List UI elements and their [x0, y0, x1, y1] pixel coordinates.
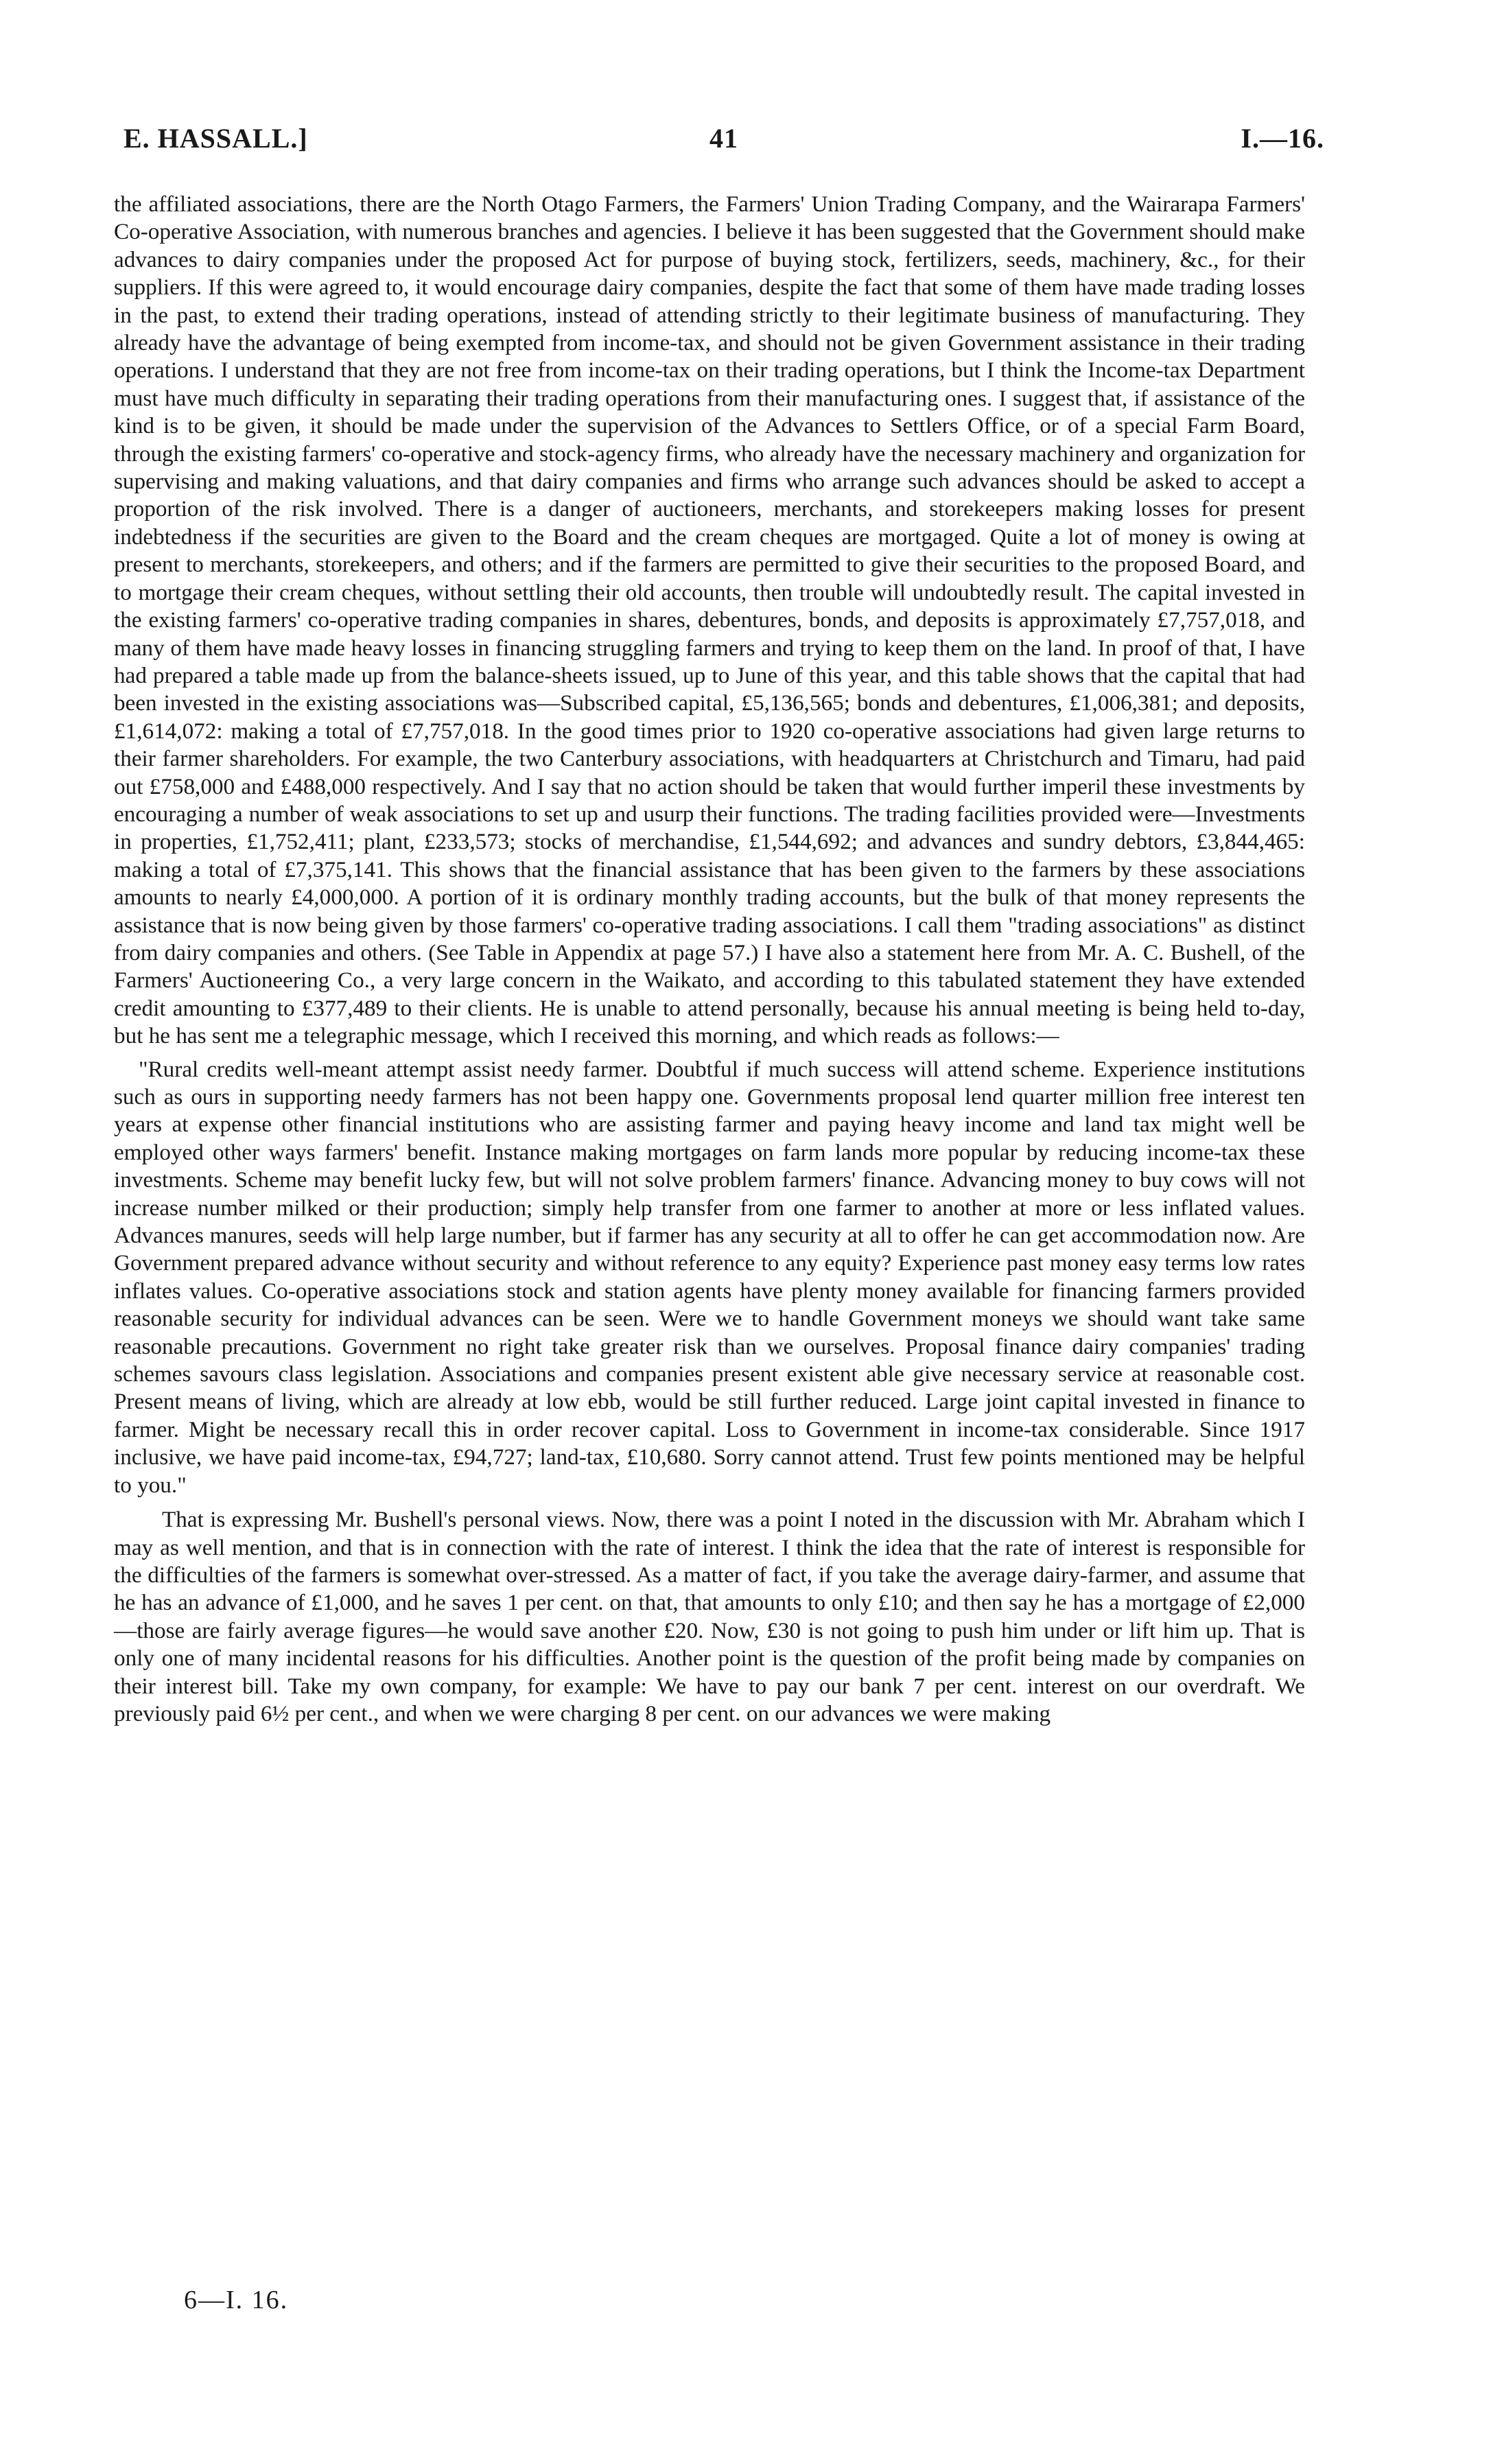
- header-author: E. HASSALL.]: [124, 123, 308, 154]
- page-number: 41: [709, 123, 738, 154]
- paragraph-main: the affiliated associations, there are the North Otago Farmers, the Farmers' Union Trading Company, and the Wairarapa Farmers' Co-operative Association, with numerous branches and agencies. I believe it has been suggested that the Government should make advances to dairy companies under the proposed Act for purpose of buying stock, fertilizers, seeds, machinery, &c., for their suppliers. If this were agreed to, it would encourage dairy companies, despite the fact that some of them have made trading losses in the past, to extend their trading operations, instead of attending strictly to their legitimate business of manufacturing. They already have the advantage of being exempted from income-tax, and should not be given Government assistance in their trading operations. I understand that they are not free from income-tax on their trading operations, but I think the Income-tax Department must have much difficulty in separating their trading operations from their manufacturing ones. I suggest that, if assistance of the kind is to be given, it should be made under the supervision of the Advances to Settlers Office, or of a special Farm Board, through the existing farmers' co-operative and stock-agency firms, who already have the necessary machinery and organization for supervising and making valuations, and that dairy companies and firms who arrange such advances should be asked to accept a proportion of the risk involved. There is a danger of auctioneers, merchants, and storekeepers making losses for present indebtedness if the securities are given to the Board and the cream cheques are mortgaged. Quite a lot of money is owing at present to merchants, storekeepers, and others; and if the farmers are permitted to give their securities to the proposed Board, and to mortgage their cream cheques, without settling their old accounts, then trouble will undoubtedly result. The capital invested in the existing farmers' co-operative trading companies in shares, debentures, bonds, and deposits is approximately £7,757,018, and many of them have made heavy losses in financing struggling farmers and trying to keep them on the land. In proof of that, I have had prepared a table made up from the balance-sheets issued, up to June of this year, and this table shows that the capital that had been invested in the existing associations was—Subscribed capital, £5,136,565; bonds and debentures, £1,006,381; and deposits, £1,614,072: making a total of £7,757,018. In the good times prior to 1920 co-operative associations had given large returns to their farmer shareholders. For example, the two Canterbury associations, with headquarters at Christchurch and Timaru, had paid out £758,000 and £488,000 respectively. And I say that no action should be taken that would further imperil these investments by encouraging a number of weak associations to set up and usurp their functions. The trading facilities provided were—Investments in properties, £1,752,411; plant, £233,573; stocks of merchandise, £1,544,692; and advances and sundry debtors, £3,844,465: making a total of £7,375,141. This shows that the financial assistance that has been given to the farmers by these associations amounts to nearly £4,000,000. A portion of it is ordinary monthly trading accounts, but the bulk of that money represents the assistance that is now being given by those farmers' co-operative trading associations. I call them "trading associations" as distinct from dairy companies and others. (See Table in Appendix at page 57.) I have also a statement here from Mr. A. C. Bushell, of the Farmers' Auctioneering Co., a very large concern in the Waikato, and according to this tabulated statement they have extended credit amounting to £377,489 to their clients. He is unable to attend personally, because his annual meeting is being held to-day, but he has sent me a telegraphic message, which I received this morning, and which reads as follows:—: [114, 191, 1305, 1049]
- page-footer-signature: 6—I. 16.: [184, 2286, 289, 2314]
- paragraph-telegram-quote: "Rural credits well-meant attempt assist needy farmer. Doubtful if much success will attend scheme. Experience institutions such as ours in supporting needy farmers has not been happy one. Governments proposal lend quarter million free interest ten years at expense other financial institutions who are assisting farmer and paying heavy income and land tax might well be employed other ways farmers' benefit. Instance making mortgages on farm lands more popular by reducing income-tax these investments. Scheme may benefit lucky few, but will not solve problem farmers' finance. Advancing money to buy cows will not increase number milked or their production; simply help transfer from one farmer to another at more or less inflated values. Advances manures, seeds will help large number, but if farmer has any security at all to offer he can get accommodation now. Are Government prepared advance without security and without reference to any equity? Experience past money easy terms low rates inflates values. Co-operative associations stock and station agents have plenty money available for financing farmers provided reasonable security for individual advances can be seen. Were we to handle Government moneys we should want take same reasonable precautions. Government no right take greater risk than we ourselves. Proposal finance dairy companies' trading schemes savours class legislation. Associations and companies present existent able give necessary service at reasonable cost. Present means of living, which are already at low ebb, would be still further reduced. Large joint capital invested in finance to farmer. Might be necessary recall this in order recover capital. Loss to Government in income-tax considerable. Since 1917 inclusive, we have paid income-tax, £94,727; land-tax, £10,680. Sorry cannot attend. Trust few points mentioned may be helpful to you.": [114, 1056, 1305, 1498]
- body-text: [114, 191, 1305, 1728]
- page-header: [124, 122, 1324, 163]
- header-reference: I.—16.: [1241, 123, 1324, 154]
- paragraph-interest-discussion: That is expressing Mr. Bushell's personal views. Now, there was a point I noted in the discussion with Mr. Abraham which I may as well mention, and that is in connection with the rate of interest. I think the idea that the rate of interest is responsible for the difficulties of the farmers is somewhat over-stressed. As a matter of fact, if you take the average dairy-farmer, and assume that he has an advance of £1,000, and he saves 1 per cent. on that, that amounts to only £10; and then say he has a mortgage of £2,000—those are fairly average figures—he would save another £20. Now, £30 is not going to push him under or lift him up. That is only one of many incidental reasons for his difficulties. Another point is the question of the profit being made by companies on their interest bill. Take my own company, for example: We have to pay our bank 7 per cent. interest on our overdraft. We previously paid 6½ per cent., and when we were charging 8 per cent. on our advances we were making: [114, 1507, 1305, 1726]
